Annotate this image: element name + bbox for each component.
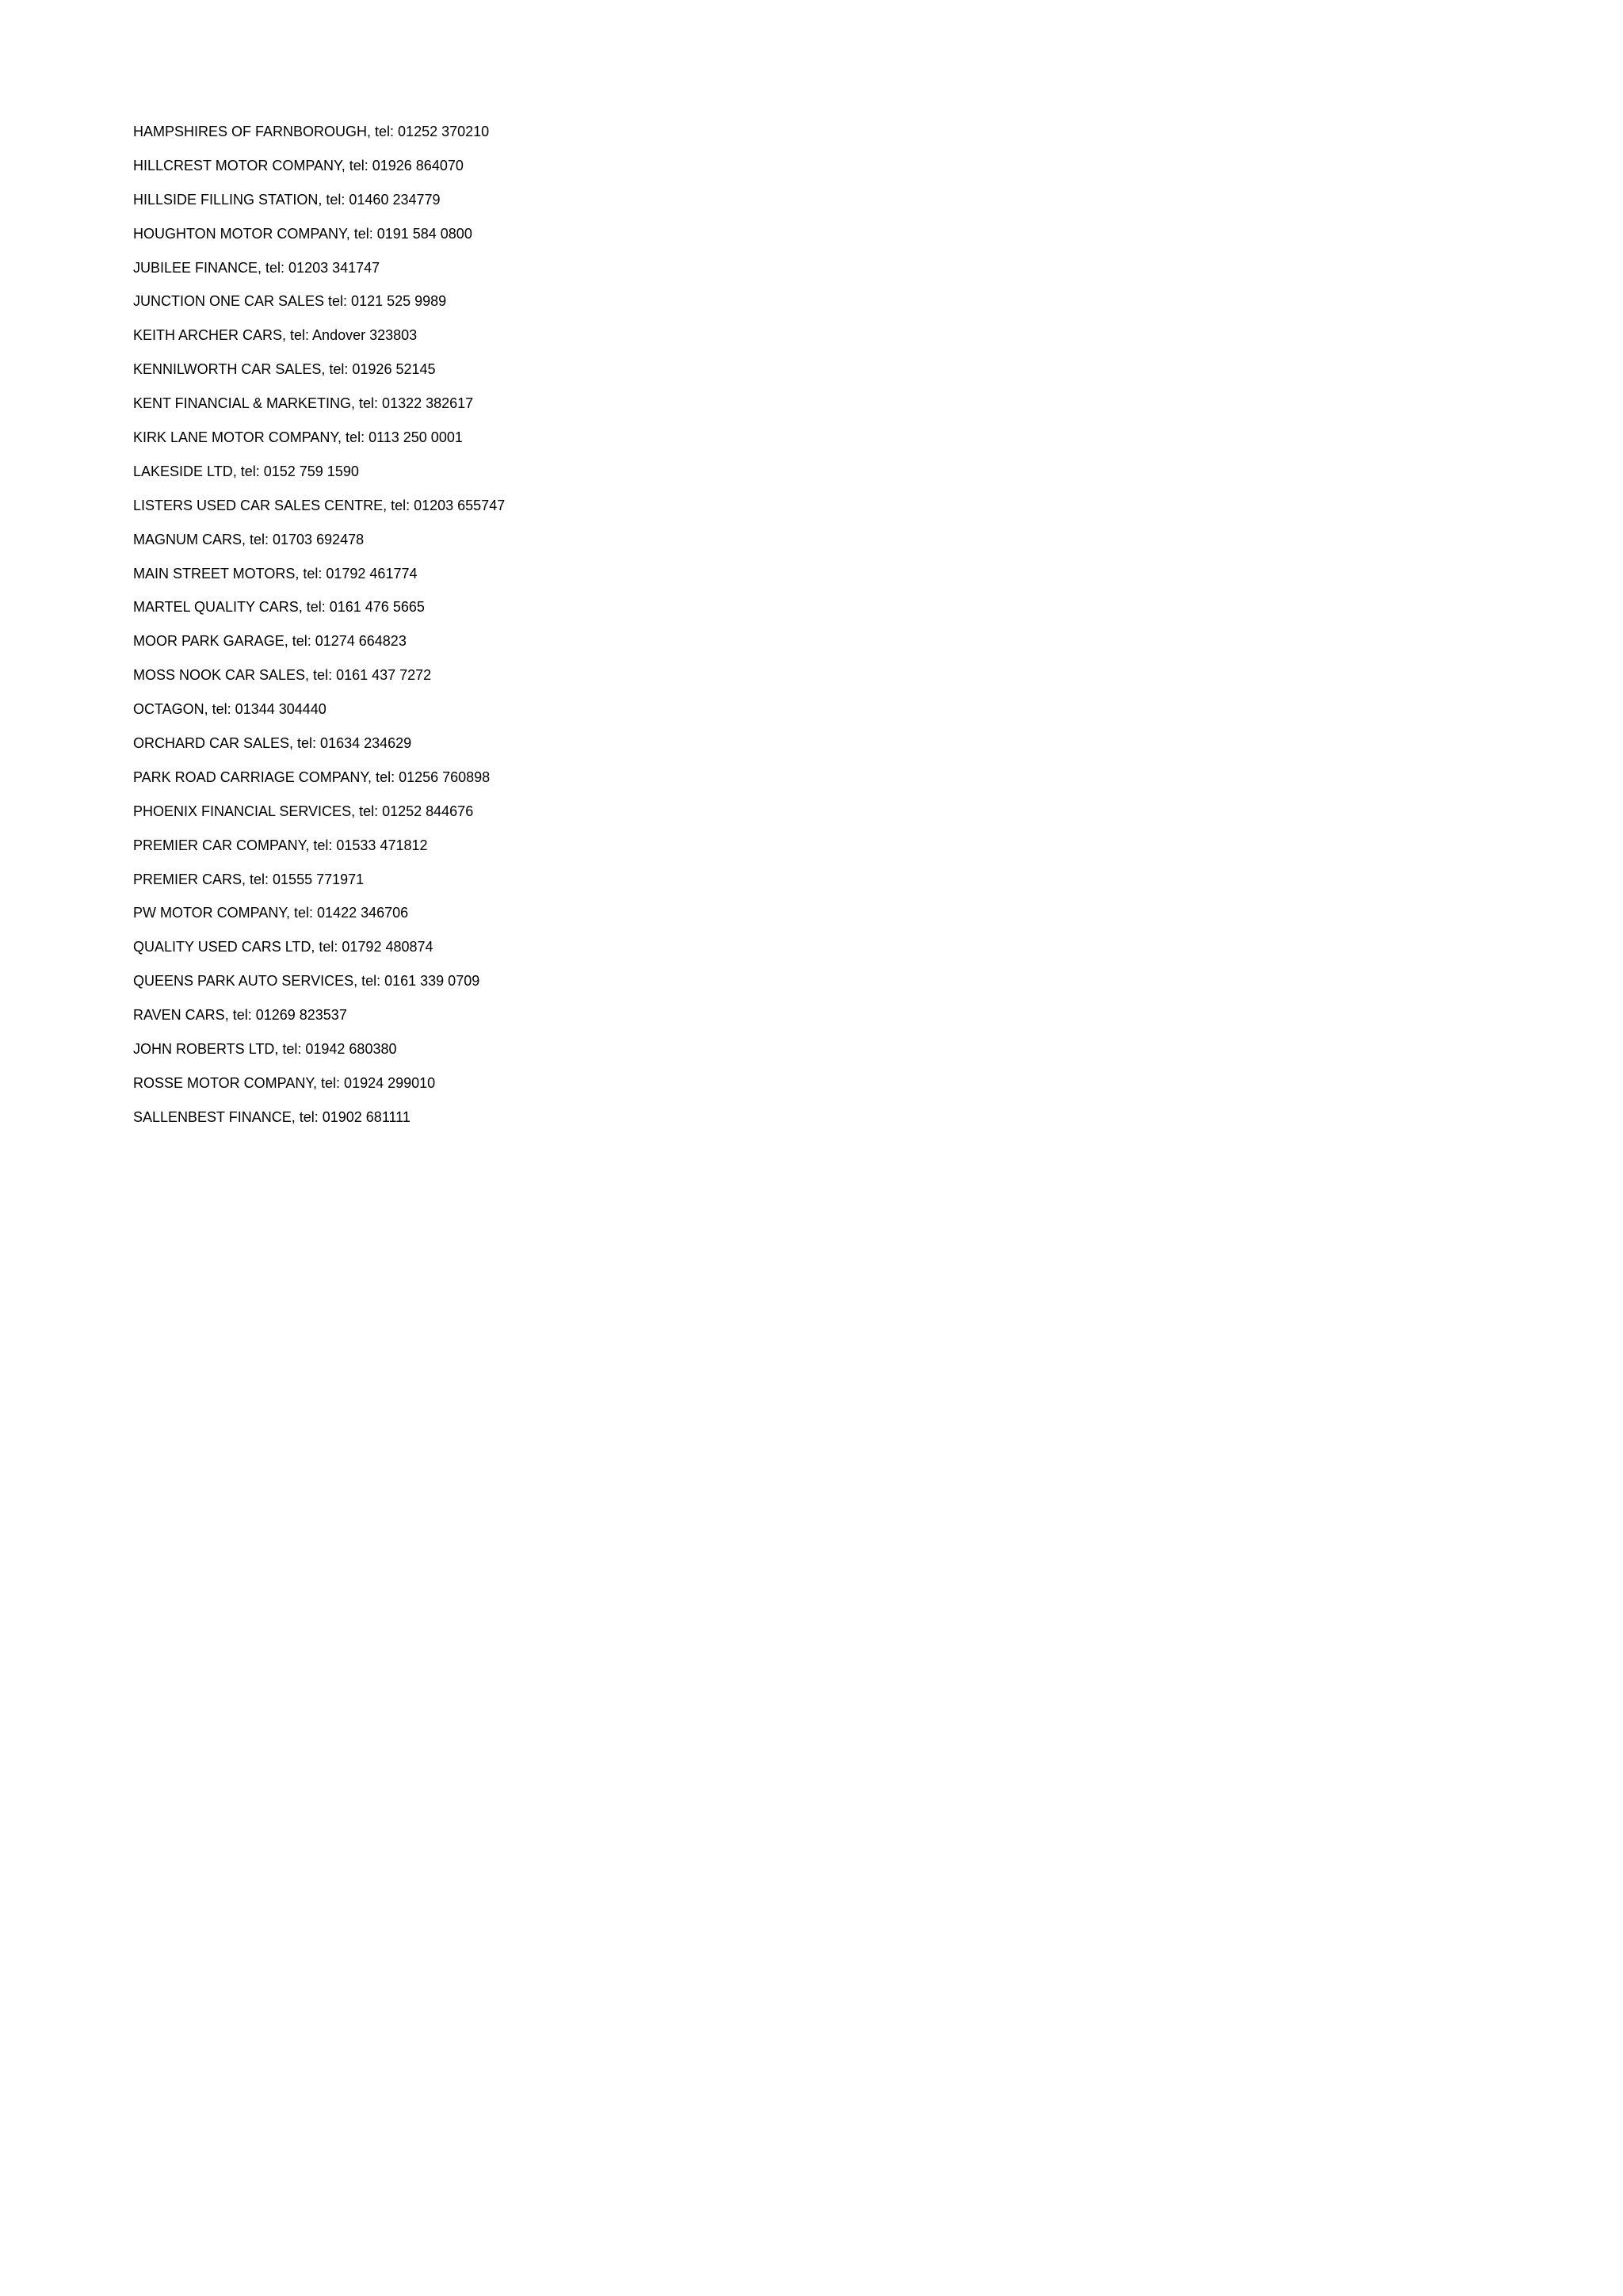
list-item: PREMIER CAR COMPANY, tel: 01533 471812 xyxy=(133,837,428,853)
list-item: HOUGHTON MOTOR COMPANY, tel: 0191 584 0800 xyxy=(133,225,472,242)
list-item: KIRK LANE MOTOR COMPANY, tel: 0113 250 0001 xyxy=(133,429,463,446)
list-item: KEITH ARCHER CARS, tel: Andover 323803 xyxy=(133,327,418,344)
list-item: MAIN STREET MOTORS, tel: 01792 461774 xyxy=(133,565,418,582)
list-item: PHOENIX FINANCIAL SERVICES, tel: 01252 844676 xyxy=(133,803,474,819)
list-item: RAVEN CARS, tel: 01269 823537 xyxy=(133,1007,347,1024)
list-item: PW MOTOR COMPANY, tel: 01422 346706 xyxy=(133,905,409,921)
list-item: MOOR PARK GARAGE, tel: 01274 664823 xyxy=(133,633,407,650)
list-item: PARK ROAD CARRIAGE COMPANY, tel: 01256 760898 xyxy=(133,769,491,785)
list-item: LAKESIDE LTD, tel: 0152 759 1590 xyxy=(133,463,359,479)
list-item: MOSS NOOK CAR SALES, tel: 0161 437 7272 xyxy=(133,667,432,684)
list-item: MARTEL QUALITY CARS, tel: 0161 476 5665 xyxy=(133,599,425,616)
list-item: LISTERS USED CAR SALES CENTRE, tel: 01203 655747 xyxy=(133,497,506,513)
list-item: HAMPSHIRES OF FARNBOROUGH, tel: 01252 370210 xyxy=(133,124,490,139)
list-item: OCTAGON, tel: 01344 304440 xyxy=(133,701,327,718)
list-item: KENNILWORTH CAR SALES, tel: 01926 52145 xyxy=(133,361,436,378)
list-item: HILLCREST MOTOR COMPANY, tel: 01926 864070 xyxy=(133,157,464,174)
list-item: ROSSE MOTOR COMPANY, tel: 01924 299010 xyxy=(133,1074,436,1091)
list-item: HILLSIDE FILLING STATION, tel: 01460 234779 xyxy=(133,191,441,208)
list-item: QUEENS PARK AUTO SERVICES, tel: 0161 339 0709 xyxy=(133,973,480,990)
list-item: PREMIER CARS, tel: 01555 771971 xyxy=(133,871,365,887)
list-item: JUNCTION ONE CAR SALES tel: 0121 525 9989 xyxy=(133,293,447,310)
list-item: ORCHARD CAR SALES, tel: 01634 234629 xyxy=(133,735,412,752)
document-page xyxy=(0,0,874,1236)
list-item: MAGNUM CARS, tel: 01703 692478 xyxy=(133,531,365,547)
list-item: JUBILEE FINANCE, tel: 01203 341747 xyxy=(133,259,380,276)
list-item: SALLENBEST FINANCE, tel: 01902 681111 xyxy=(133,1108,411,1125)
list-item: JOHN ROBERTS LTD, tel: 01942 680380 xyxy=(133,1041,397,1058)
dealer-list xyxy=(133,121,505,1141)
list-item: KENT FINANCIAL & MARKETING, tel: 01322 382617 xyxy=(133,395,474,412)
list-item: QUALITY USED CARS LTD, tel: 01792 480874 xyxy=(133,939,433,955)
